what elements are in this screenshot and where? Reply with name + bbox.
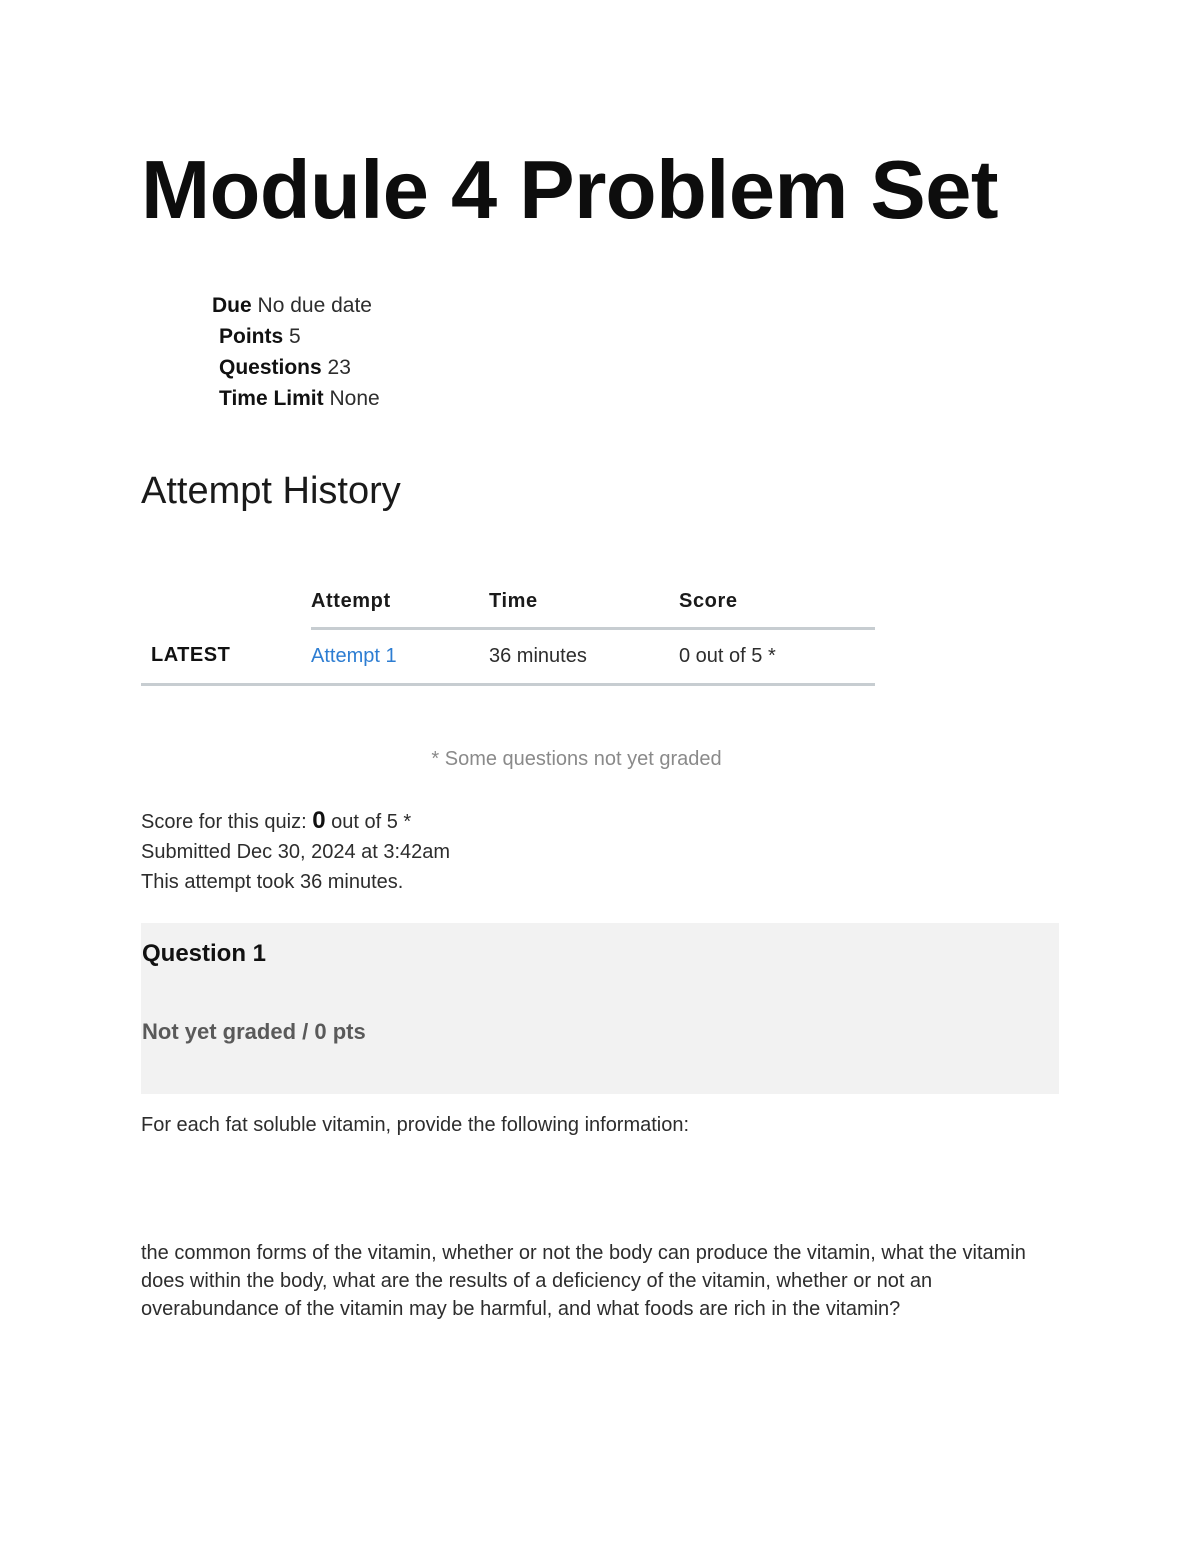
score-summary [141,806,450,837]
question-intro: For each fat soluble vitamin, provide the following information: [141,1114,690,1136]
question-points: Not yet graded / 0 pts [142,1019,366,1044]
question-header [141,923,1059,1094]
table-header-row [141,576,875,629]
attempt-1-link[interactable]: Attempt 1 [311,645,397,667]
time-limit-value: None [329,387,380,410]
time-cell: 36 minutes [489,629,679,685]
questions-value: 23 [327,356,351,379]
points-row [212,321,380,352]
score-prefix: Score for this quiz: [141,811,307,833]
score-cell: 0 out of 5 * [679,629,875,685]
points-value: 5 [289,325,301,348]
due-row [212,290,380,321]
questions-row [212,352,380,383]
duration-text: This attempt took 36 minutes. [141,871,404,893]
latest-tag: LATEST [141,629,311,685]
column-header-attempt: Attempt [311,576,489,629]
question-body: the common forms of the vitamin, whether or not the body can produce the vitamin, what the vitamin does within the body, what are the results of a deficiency of the vitamin, whether or not an overabundance of the vitamin may be harmful, and what foods are rich in the vitamin? [141,1242,1026,1320]
due-value: No due date [257,294,372,317]
column-header-tag [141,576,311,629]
due-label: Due [212,294,252,317]
score-suffix: out of 5 * [331,811,412,833]
time-limit-row [212,383,380,414]
grading-footnote: * Some questions not yet graded [431,748,722,770]
quiz-details [212,290,380,414]
column-header-score: Score [679,576,875,629]
quiz-summary [141,806,450,897]
attempt-history-table [141,576,875,686]
question-title: Question 1 [142,940,267,967]
attempt-history-title: Attempt History [141,470,401,512]
time-limit-label: Time Limit [219,387,324,410]
points-label: Points [219,325,284,348]
score-value: 0 [312,807,326,834]
attempt-cell [311,629,489,685]
column-header-time: Time [489,576,679,629]
submitted-text: Submitted Dec 30, 2024 at 3:42am [141,841,451,863]
table-row [141,629,875,685]
page-title: Module 4 Problem Set [141,143,999,236]
questions-label: Questions [219,356,322,379]
